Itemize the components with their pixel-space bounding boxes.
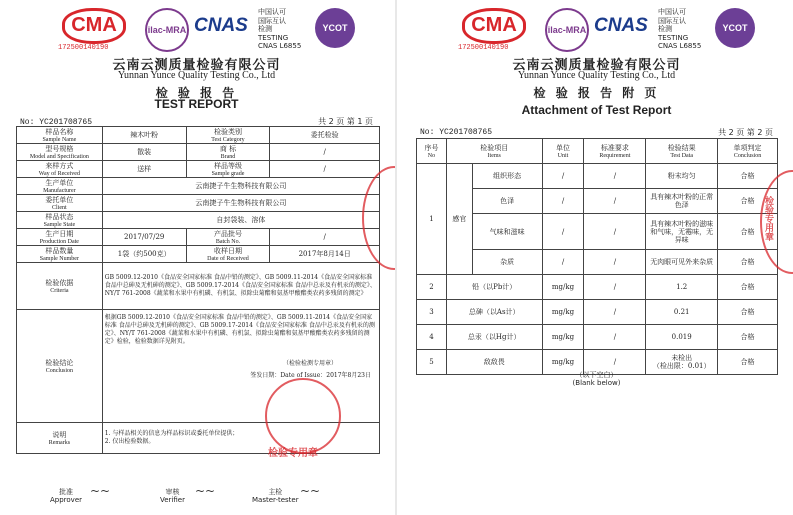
unit-cell: /: [542, 214, 584, 250]
conclusion-cell: 合格: [718, 214, 778, 250]
conclusion-cell: 合格: [718, 275, 778, 300]
label-cn: 来样方式: [45, 162, 74, 170]
label-cell: [186, 127, 270, 144]
tester-signature: ~~: [300, 484, 321, 498]
sensory-group-label: 感官: [446, 164, 472, 275]
label-en: Test Data: [670, 153, 694, 159]
label-cell: [186, 161, 270, 178]
label-en: No: [427, 153, 436, 159]
conclusion-cell: 合格: [718, 189, 778, 214]
unit-cell: mg/kg: [542, 275, 584, 300]
cma-number: 172500140190: [58, 44, 109, 52]
ilac-mra-logo: ilac-MRA: [545, 8, 589, 52]
column-header: [584, 139, 646, 164]
report-title-cn: 检 验 报 告: [155, 86, 238, 100]
label-cn: 检验结论: [45, 359, 74, 367]
tester-label: [252, 488, 299, 504]
table-row: [417, 300, 778, 325]
label-cn: 检验依据: [45, 279, 74, 287]
label-cell: [17, 263, 103, 310]
row-number: 3: [417, 300, 447, 325]
certification-logos: [0, 6, 393, 52]
label-en: Remarks: [48, 440, 71, 446]
received-value: 2017年8月14日: [270, 246, 380, 263]
column-header: [646, 139, 718, 164]
requirement-cell: /: [584, 325, 646, 350]
label-cell: [17, 161, 103, 178]
label-cn: 单位: [555, 144, 570, 152]
cma-logo: CMA: [462, 8, 526, 44]
cnas-line: 国际互认: [258, 16, 286, 25]
org-name-cn: 云南云测质量检验有限公司: [112, 58, 281, 73]
item-cell: 总汞（以Hg计）: [446, 325, 542, 350]
label-cn: 生产日期: [45, 230, 74, 238]
label-en: Sample State: [43, 222, 76, 228]
label-en: Date of Received: [207, 256, 249, 262]
page-divider: [395, 0, 397, 515]
unit-cell: /: [542, 250, 584, 275]
brand-value: /: [270, 144, 380, 161]
cnas-caption: [258, 8, 301, 51]
label-cn: 标准要求: [600, 144, 629, 152]
label-cell: [17, 178, 103, 195]
official-stamp: [265, 378, 341, 454]
test-report-page: [0, 0, 393, 515]
label-en: Sample grade: [211, 171, 245, 177]
table-row: [17, 161, 380, 178]
unit-cell: /: [542, 164, 584, 189]
label-en: Verifier: [160, 496, 185, 504]
table-row: [17, 127, 380, 144]
table-row: [17, 263, 380, 310]
table-header-row: [417, 139, 778, 164]
label-en: Conclusion: [733, 153, 762, 159]
label-cn: 主检: [268, 488, 283, 496]
table-row: [17, 246, 380, 263]
label-cn: 样品等级: [213, 162, 242, 170]
cnas-line: CNAS L6855: [658, 42, 702, 50]
certification-logos: [400, 6, 793, 52]
row-number: 5: [417, 350, 447, 375]
conclusion-cell: 合格: [718, 325, 778, 350]
label-cn: 审核: [165, 488, 180, 496]
cnas-line: 中国认可: [658, 8, 686, 16]
requirement-cell: /: [584, 350, 646, 375]
label-cn: 生产单位: [45, 179, 74, 187]
item-cell: 色泽: [472, 189, 542, 214]
cnas-line: 中国认可: [258, 8, 286, 16]
label-en: Client: [52, 205, 67, 211]
label-en: Requirement: [599, 153, 631, 159]
item-cell: 杂质: [472, 250, 542, 275]
test-data-cell: 具有辣木叶粉的正常色泽: [646, 189, 718, 214]
page-number: 共 2 页 第 2 页: [718, 128, 773, 137]
label-cell: [17, 144, 103, 161]
approver-signature: ~~: [90, 484, 111, 498]
number-value: 1袋（约500克）: [102, 246, 186, 263]
label-cn: 收样日期: [213, 247, 242, 255]
cnas-line: 检测: [258, 25, 272, 33]
org-name-cn: 云南云测质量检验有限公司: [512, 58, 681, 73]
attachment-page: [400, 0, 793, 515]
unit-cell: mg/kg: [542, 350, 584, 375]
requirement-cell: /: [584, 275, 646, 300]
ycot-logo: YCOT: [315, 8, 355, 48]
page-number: 共 2 页 第 1 页: [318, 117, 373, 126]
column-header: [718, 139, 778, 164]
cnas-line: CNAS L6855: [258, 42, 302, 50]
conclusion-cell: 合格: [718, 164, 778, 189]
conclusion-cell: 合格: [718, 250, 778, 275]
test-data-cell: 无肉眼可见外来杂质: [646, 250, 718, 275]
way-value: 送样: [102, 161, 186, 178]
sample-name-value: 辣木叶粉: [102, 127, 186, 144]
label-en: Batch No.: [215, 239, 241, 245]
prod-date-value: 2017/07/29: [102, 229, 186, 246]
test-data-cell: 1.2: [646, 275, 718, 300]
label-cell: [17, 310, 103, 423]
label-cell: [17, 195, 103, 212]
verifier-label: [160, 488, 185, 504]
test-data-cell: 0.019: [646, 325, 718, 350]
table-row: [17, 212, 380, 229]
label-en: Model and Specification: [29, 154, 89, 160]
attachment-title-cn: 检 验 报 告 附 页: [533, 86, 660, 100]
stamp-text: 检验专用章: [268, 448, 318, 459]
grade-value: /: [270, 161, 380, 178]
label-en: Approver: [50, 496, 83, 504]
label-en: Production Date: [39, 239, 79, 245]
row-number: 2: [417, 275, 447, 300]
table-row: [17, 229, 380, 246]
label-cn: 序号: [424, 144, 439, 152]
label-cn: 单项判定: [733, 144, 762, 152]
requirement-cell: /: [584, 189, 646, 214]
row-number: 1: [417, 164, 447, 275]
label-cell: [17, 127, 103, 144]
label-en: Test Category: [211, 137, 245, 143]
label-en: Sample Name: [42, 137, 77, 143]
label-en: Conclusion: [45, 368, 74, 374]
unit-cell: mg/kg: [542, 325, 584, 350]
cma-number: 172500140190: [458, 44, 509, 52]
conclusion-cell: 合格: [718, 300, 778, 325]
item-cell: 组织形态: [472, 164, 542, 189]
label-cell: [17, 212, 103, 229]
criteria-value: GB 5009.12-2010《食品安全国家标准 食品中铅的测定》、GB 5009.11-2014《食品安全国家标准 食品中总砷及无机砷的测定》、GB 5009.17-2014《食品安全国家标准 食品中总汞及有机汞的测定》、NY/T 761-2008《蔬菜和水果中有机磷、有机氯、拟除虫菊酯和氨基甲酸酯类农药多残留的测定》: [102, 263, 379, 310]
item-cell: 敌敌畏: [446, 350, 542, 375]
label-cn: 样品状态: [45, 213, 74, 221]
ycot-logo: YCOT: [715, 8, 755, 48]
batch-value: /: [270, 229, 380, 246]
label-en: Criteria: [50, 288, 69, 294]
test-data-cell: 具有辣木叶粉的滋味和气味，无霉味，无异味: [646, 214, 718, 250]
org-name-en: Yunnan Yunce Quality Testing Co., Ltd: [117, 70, 276, 81]
row-number: 4: [417, 325, 447, 350]
cnas-caption: [658, 8, 701, 51]
test-data-cell: 粉末均匀: [646, 164, 718, 189]
label-cn: 检验项目: [480, 144, 509, 152]
issue-date: 签发日期：Date of Issue：2017年8月23日: [250, 372, 371, 379]
cnas-line: 检测: [658, 25, 672, 33]
label-cn: 检验类别: [213, 128, 242, 136]
client-value: 云南捷子牛生物科技有限公司: [102, 195, 379, 212]
label-en: Sample Number: [39, 256, 79, 262]
label-cell: [17, 229, 103, 246]
label-cn: 型号规格: [45, 145, 74, 153]
test-data-cell: 0.21: [646, 300, 718, 325]
label-cell: [186, 246, 270, 263]
test-results-table: [416, 138, 778, 375]
verifier-signature: ~~: [195, 484, 216, 498]
label-cn: 说明: [52, 431, 67, 439]
label-cn: 产品批号: [213, 230, 242, 238]
label-cn: （以下空白）: [575, 371, 618, 379]
table-row: [17, 144, 380, 161]
table-row: [17, 195, 380, 212]
report-number: No: YC201708765: [420, 128, 493, 137]
report-number: No: YC201708765: [20, 118, 93, 127]
column-header: [542, 139, 584, 164]
label-en: Items: [487, 153, 501, 159]
stamp-note: （检验检测专用章）: [282, 360, 337, 367]
label-cn: 检验结果: [667, 144, 696, 152]
unit-cell: /: [542, 189, 584, 214]
org-name-en: Yunnan Yunce Quality Testing Co., Ltd: [517, 70, 676, 81]
label-cn: 批准: [59, 488, 73, 496]
label-cell: [17, 246, 103, 263]
state-value: 自封袋装、溶体: [102, 212, 379, 229]
unit-cell: mg/kg: [542, 300, 584, 325]
conclusion-cell: 合格: [718, 350, 778, 375]
cnas-line: 国际互认: [658, 16, 686, 25]
requirement-cell: /: [584, 300, 646, 325]
label-en: Way of Received: [38, 171, 80, 177]
column-header: [446, 139, 542, 164]
test-data-cell: 未检出 （检出限：0.01）: [646, 350, 718, 375]
label-cn: 样品数量: [45, 247, 74, 255]
label-cn: 商 标: [219, 145, 237, 153]
label-cell: [186, 144, 270, 161]
table-row: [17, 178, 380, 195]
column-header: [417, 139, 447, 164]
cnas-line: TESTING: [658, 33, 689, 42]
signature-row: [0, 484, 393, 514]
label-en: Unit: [557, 153, 569, 159]
item-cell: 铅（以Pb计）: [446, 275, 542, 300]
approver-label: [50, 488, 82, 504]
manufacturer-value: 云南捷子牛生物科技有限公司: [102, 178, 379, 195]
cnas-logo: CNAS: [194, 15, 248, 36]
label-en: (Blank below): [572, 379, 621, 387]
label-cn: 样品名称: [45, 128, 74, 136]
label-en: Manufacturer: [43, 188, 76, 194]
attachment-title-en: Attachment of Test Report: [521, 103, 672, 117]
report-title-en: TEST REPORT: [154, 97, 239, 111]
conclusion-value: 根据GB 5009.12-2010《食品安全国家标准 食品中铅的测定》、GB 5009.11-2014《食品安全国家标准 食品中总砷及无机砷的测定》、GB 5009.17-2014《食品安全国家标准 食品中总汞及有机汞的测定》、NY/T 761-2008《蔬菜和水果中有机磷、有机氯、拟除虫菊酯和氨基甲酸酯类农药多残留的测定》检验，检验数据详见附页。: [104, 314, 375, 345]
stamp-text: 检验专用章: [763, 196, 773, 241]
cnas-logo: CNAS: [594, 15, 648, 36]
label-en: Master-tester: [252, 496, 299, 504]
requirement-cell: /: [584, 164, 646, 189]
table-row: [417, 164, 778, 189]
item-cell: 气味和滋味: [472, 214, 542, 250]
label-cell: [17, 423, 103, 454]
table-row: [417, 325, 778, 350]
ilac-mra-logo: ilac-MRA: [145, 8, 189, 52]
label-cn: 委托单位: [45, 196, 74, 204]
requirement-cell: /: [584, 250, 646, 275]
cnas-line: TESTING: [258, 33, 289, 42]
test-category-value: 委托检验: [270, 127, 380, 144]
remarks-value: 1. 与样品相关的信息为样品标识或委托单位提供； 2. 仅出检验数据。: [102, 423, 379, 454]
label-cell: [186, 229, 270, 246]
table-row: [417, 275, 778, 300]
item-cell: 总砷（以As计）: [446, 300, 542, 325]
cma-logo: CMA: [62, 8, 126, 44]
label-en: Brand: [220, 154, 236, 160]
blank-below-note: [400, 371, 793, 387]
requirement-cell: /: [584, 214, 646, 250]
model-value: 散装: [102, 144, 186, 161]
